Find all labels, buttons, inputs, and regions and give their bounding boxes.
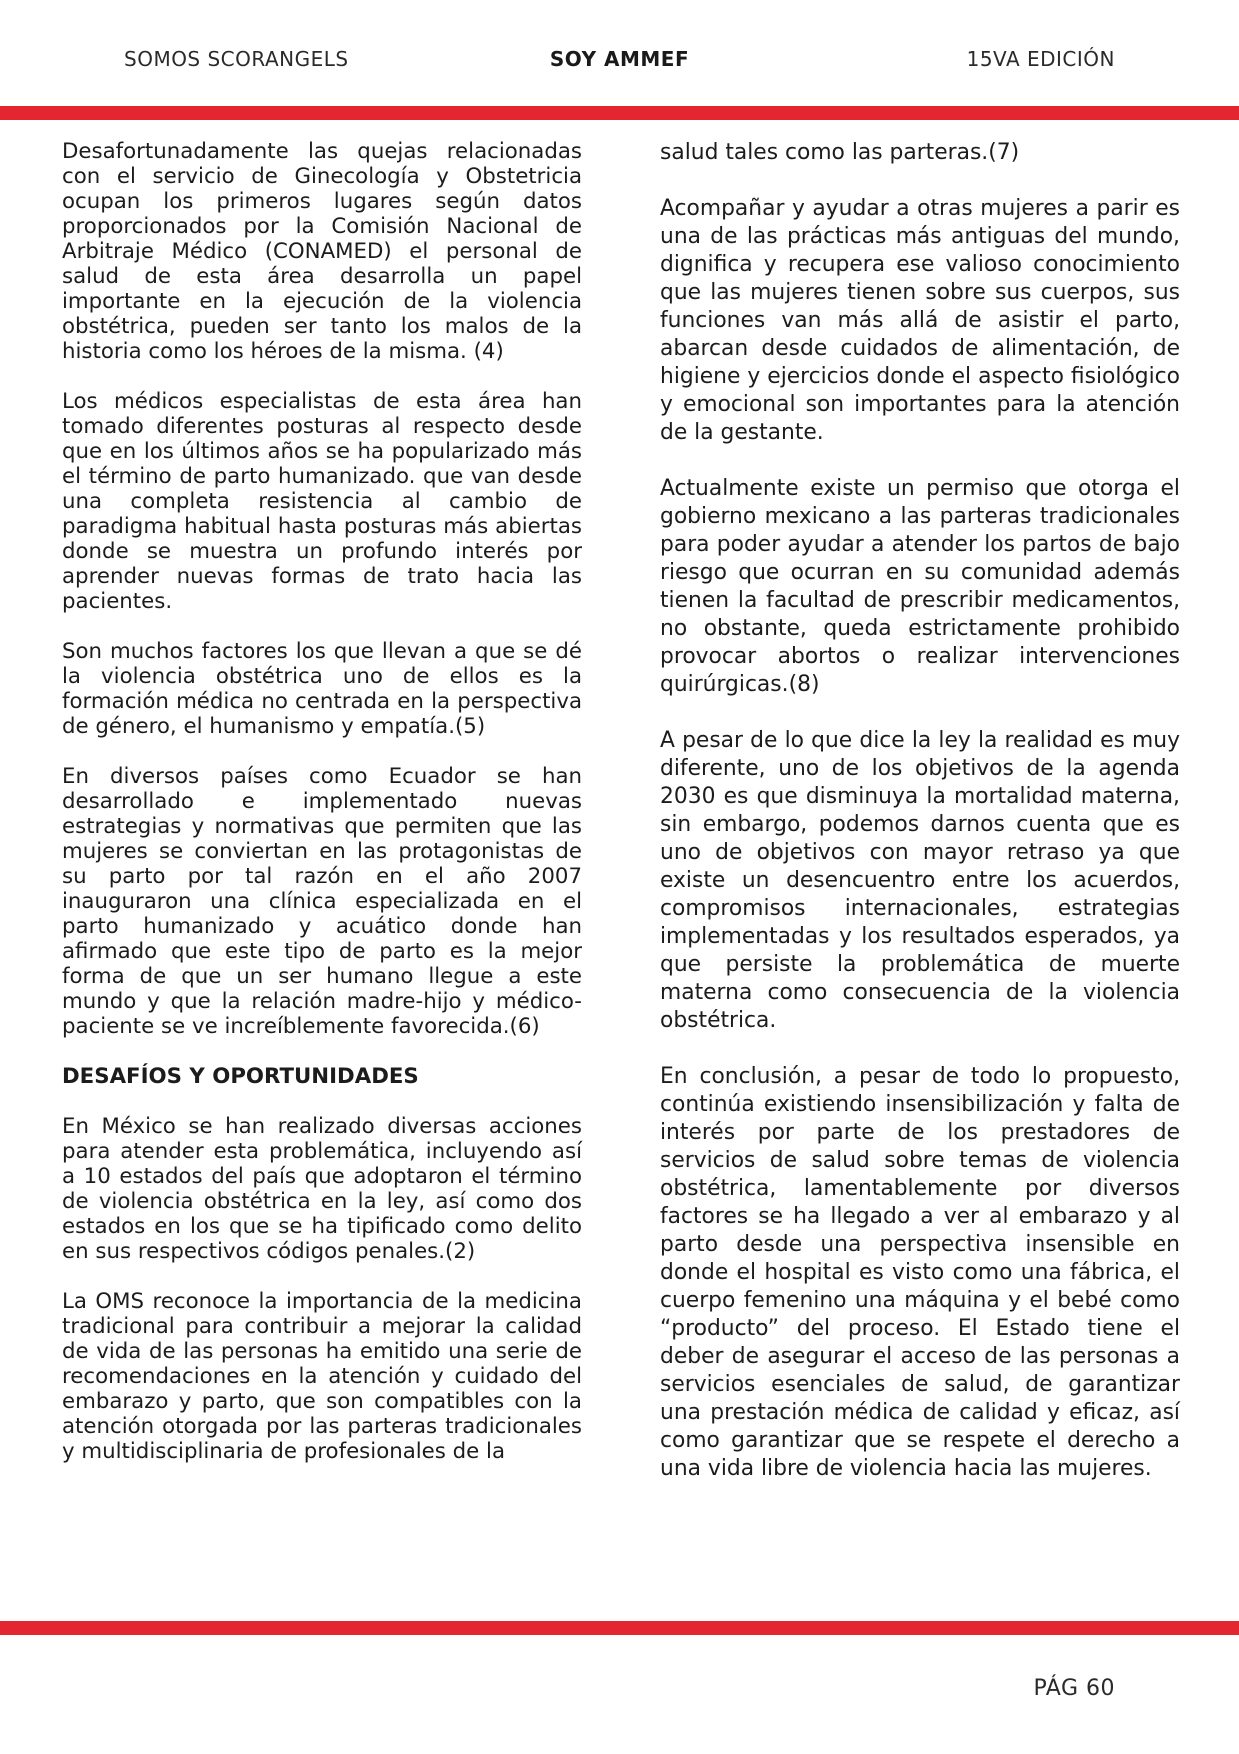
paragraph: A pesar de lo que dice la ley la realidad es muy diferente, uno de los objetivos de la agenda 2030 es que disminuya la mortalidad materna, sin embargo, podemos darnos cuenta que es uno de objetivos con mayor retraso ya que existe un desencuentro entre los acuerdos, compromisos internacionales, estrategias implementadas y los resultados esperados, ya que persiste la problemática de muerte materna como consecuencia de la violencia obstétrica. [660, 728, 1180, 1033]
header-magazine-title: SOY AMMEF [549, 47, 690, 71]
page-number: PÁG 60 [1033, 1676, 1115, 1701]
paragraph: Actualmente existe un permiso que otorga el gobierno mexicano a las parteras tradicionales para poder ayudar a atender los partos de bajo riesgo que ocurran en su comunidad además tienen la facultad de prescribir medicamentos, no obstante, queda estrictamente prohibido provocar abortos o realizar intervenciones quirúrgicas.(8) [660, 476, 1180, 697]
header-divider-bar [0, 106, 1239, 120]
footer-divider-bar [0, 1621, 1239, 1635]
paragraph: La OMS reconoce la importancia de la medicina tradicional para contribuir a mejorar la calidad de vida de las personas ha emitido una serie de recomendaciones en la atención y cuidado del embarazo y parto, que son compatibles con la atención otorgada por las parteras tradicionales y multidisciplinaria de profesionales de la [62, 1289, 582, 1464]
paragraph: En diversos países como Ecuador se han desarrollado e implementado nuevas estrategias y normativas que permiten que las mujeres se conviertan en las protagonistas de su parto por tal razón en el año 2007 inauguraron una clínica especializada en el parto humanizado y acuático donde han afirmado que este tipo de parto es la mejor forma de que un ser humano llegue a este mundo y que la relación madre-hijo y médico-paciente se ve increíblemente favorecida.(6) [62, 764, 582, 1039]
header-section-label: SOMOS SCORANGELS [124, 47, 349, 71]
right-text-column [660, 139, 1180, 1483]
page-header [0, 0, 1239, 106]
left-text-column [62, 139, 582, 1464]
paragraph: Acompañar y ayudar a otras mujeres a parir es una de las prácticas más antiguas del mundo, dignifica y recupera ese valioso conocimiento que las mujeres tienen sobre sus cuerpos, sus funciones van más allá de asistir el parto, abarcan desde cuidados de alimentación, de higiene y ejercicios donde el aspecto fisiológico y emocional son importantes para la atención de la gestante. [660, 196, 1180, 445]
section-heading: DESAFÍOS Y OPORTUNIDADES [62, 1064, 419, 1089]
paragraph: En México se han realizado diversas acciones para atender esta problemática, incluyendo así a 10 estados del país que adoptaron el término de violencia obstétrica en la ley, así como dos estados en los que se ha tipificado como delito en sus respectivos códigos penales.(2) [62, 1114, 582, 1264]
paragraph: Los médicos especialistas de esta área han tomado diferentes posturas al respecto desde que en los últimos años se ha popularizado más el término de parto humanizado. que van desde una completa resistencia al cambio de paradigma habitual hasta posturas más abiertas donde se muestra un profundo interés por aprender nuevas formas de trato hacia las pacientes. [62, 389, 582, 614]
paragraph: En conclusión, a pesar de todo lo propuesto, continúa existiendo insensibilización y falta de interés por parte de los prestadores de servicios de salud sobre temas de violencia obstétrica, lamentablemente por diversos factores se ha llegado a ver al embarazo y al parto desde una perspectiva insensible en donde el hospital es visto como una fábrica, el cuerpo femenino una máquina y el bebé como “producto” del proceso. El Estado tiene el deber de asegurar el acceso de las personas a servicios esenciales de salud, de garantizar una prestación médica de calidad y eficaz, así como garantizar que se respete el derecho a una vida libre de violencia hacia las mujeres. [660, 1064, 1180, 1481]
paragraph: Desafortunadamente las quejas relacionadas con el servicio de Ginecología y Obstetricia ocupan los primeros lugares según datos proporcionados por la Comisión Nacional de Arbitraje Médico (CONAMED) el personal de salud de esta área desarrolla un papel importante en la ejecución de la violencia obstétrica, pueden ser tanto los malos de la historia como los héroes de la misma. (4) [62, 139, 582, 364]
paragraph: salud tales como las parteras.(7) [660, 140, 1020, 165]
header-edition-label: 15VA EDICIÓN [966, 47, 1115, 71]
paragraph: Son muchos factores los que llevan a que se dé la violencia obstétrica uno de ellos es la formación médica no centrada en la perspectiva de género, el humanismo y empatía.(5) [62, 639, 582, 739]
